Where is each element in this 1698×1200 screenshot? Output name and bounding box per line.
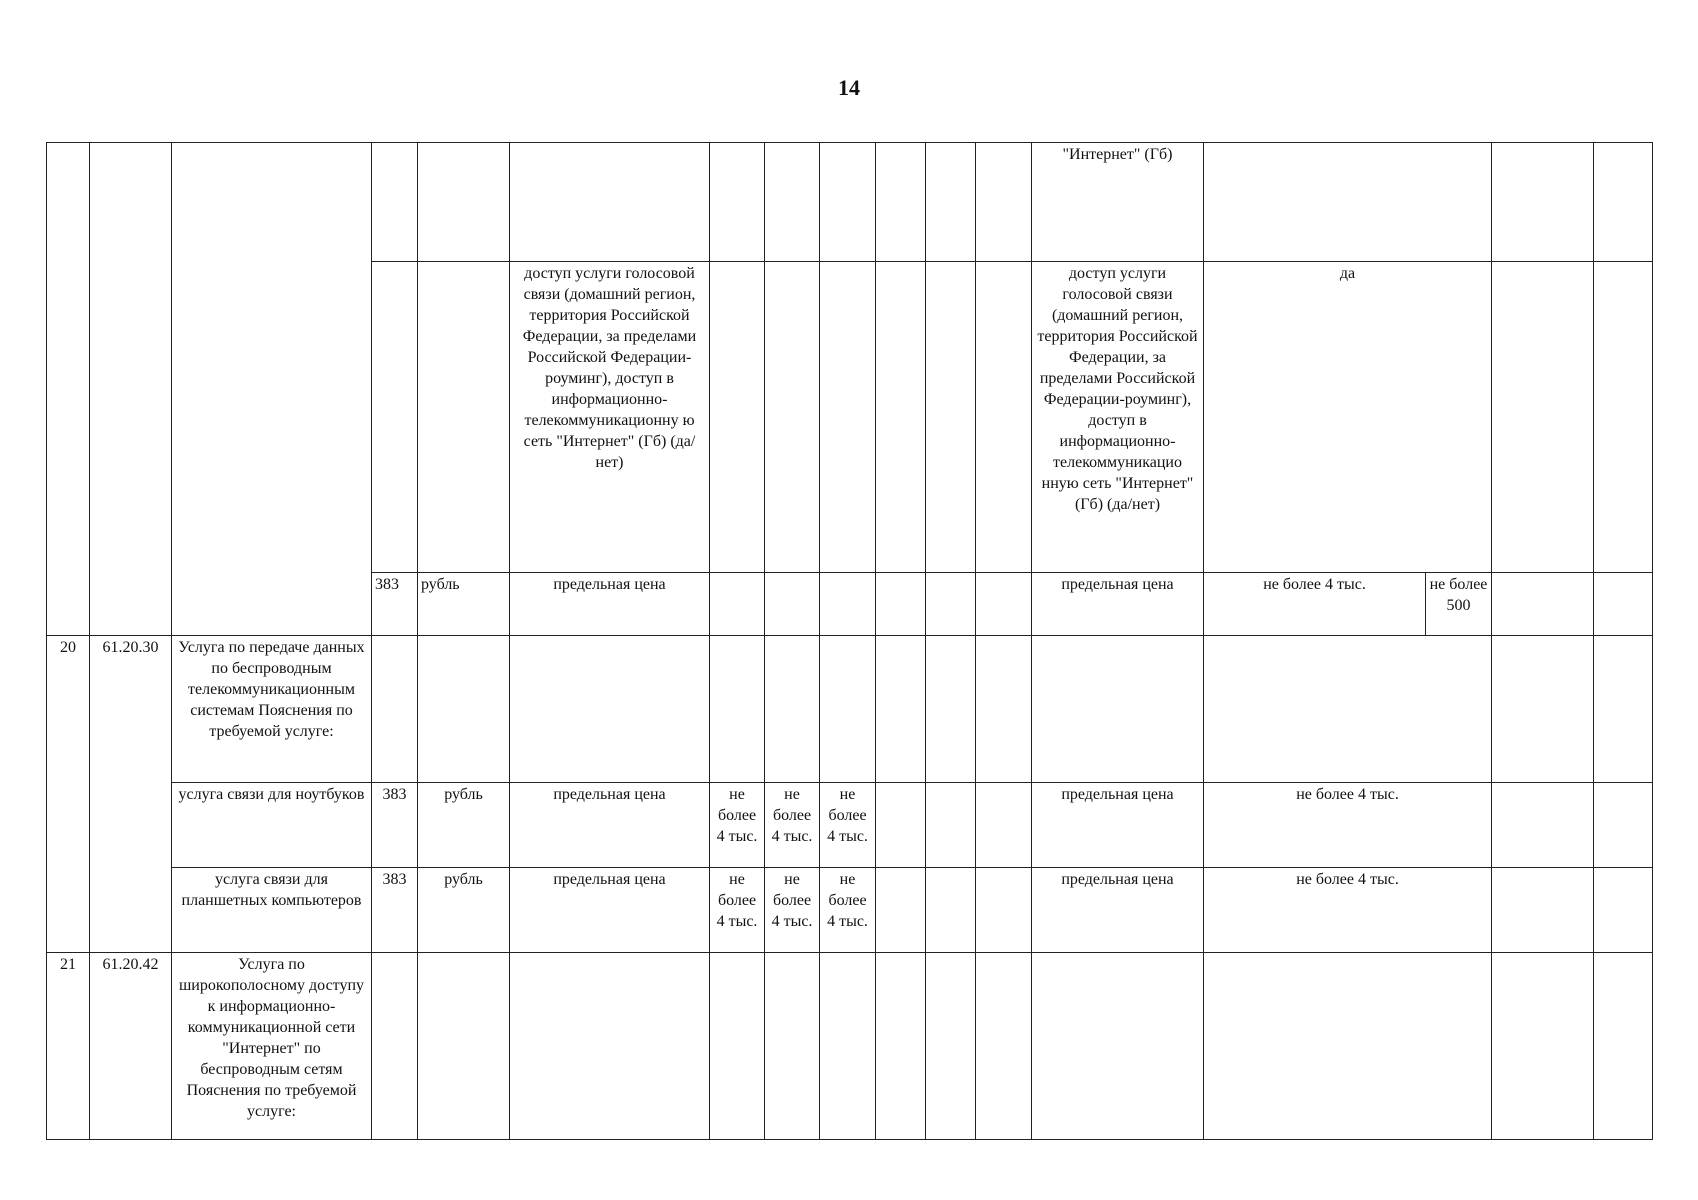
cell-value-4 bbox=[876, 143, 926, 262]
cell-function bbox=[1594, 636, 1653, 783]
cell-value-2 bbox=[765, 262, 820, 573]
cell-value-1: не более 4 тыс. bbox=[710, 783, 765, 868]
cell-value-right-2: не более 500 bbox=[1426, 573, 1492, 636]
cell-code: 383 bbox=[372, 868, 418, 953]
cell-code bbox=[372, 143, 418, 262]
cell-char-name-right bbox=[1032, 636, 1204, 783]
cell-value-2 bbox=[765, 636, 820, 783]
cell-justification bbox=[1492, 953, 1594, 1140]
cell-value-1 bbox=[710, 953, 765, 1140]
cell-justification bbox=[1492, 868, 1594, 953]
cell-char-name: предельная цена bbox=[510, 868, 710, 953]
cell-value-right: не более 4 тыс. bbox=[1204, 783, 1492, 868]
cell-code bbox=[372, 636, 418, 783]
cell-name: Услуга по передаче данных по беспроводным телекоммуникационным системам Пояснения по требуемой услуге: bbox=[172, 636, 372, 783]
page-number: 14 bbox=[838, 75, 860, 100]
cell-name: услуга связи для ноутбуков bbox=[172, 783, 372, 868]
cell-function bbox=[1594, 868, 1653, 953]
cell-unit: рубль bbox=[418, 868, 510, 953]
cell-value-5 bbox=[926, 143, 976, 262]
requirements-table bbox=[46, 142, 1653, 1140]
cell-value-5 bbox=[926, 573, 976, 636]
cell-function bbox=[1594, 143, 1653, 262]
cell-value-4 bbox=[876, 262, 926, 573]
cell-value-2: не более 4 тыс. bbox=[765, 783, 820, 868]
cell-value-5 bbox=[926, 636, 976, 783]
cell-value-2 bbox=[765, 143, 820, 262]
cell-value-6 bbox=[976, 953, 1032, 1140]
cell-value-3 bbox=[820, 143, 876, 262]
cell-value-6 bbox=[976, 636, 1032, 783]
cell-value-6 bbox=[976, 262, 1032, 573]
cell-value-6 bbox=[976, 143, 1032, 262]
cell-value-right: да bbox=[1204, 262, 1492, 573]
cell-value-5 bbox=[926, 953, 976, 1140]
cell-char-name: предельная цена bbox=[510, 573, 710, 636]
cell-value-3 bbox=[820, 573, 876, 636]
cell-value-1: не более 4 тыс. bbox=[710, 868, 765, 953]
cell-value-2 bbox=[765, 573, 820, 636]
cell-char-name bbox=[510, 636, 710, 783]
cell-value-2: не более 4 тыс. bbox=[765, 868, 820, 953]
cell-value-4 bbox=[876, 868, 926, 953]
cell-unit bbox=[418, 262, 510, 573]
cell-value-right bbox=[1204, 636, 1492, 783]
cell-okpd: 61.20.30 bbox=[90, 636, 172, 953]
cell-justification bbox=[1492, 143, 1594, 262]
cell-char-name-right: "Интернет" (Гб) bbox=[1032, 143, 1204, 262]
cell-value-1 bbox=[710, 262, 765, 573]
cell-value-6 bbox=[976, 783, 1032, 868]
table-row bbox=[47, 868, 1653, 953]
cell-justification bbox=[1492, 636, 1594, 783]
cell-unit: рубль bbox=[418, 573, 510, 636]
cell-char-name: доступ услуги голосовой связи (домашний регион, территория Российской Федерации, за пределами Российской Федерации-роуминг), доступ в информационно-телекоммуникационну ю сеть "Интернет" (Гб) (да/нет) bbox=[510, 262, 710, 573]
cell-value-4 bbox=[876, 573, 926, 636]
cell-code: 383 bbox=[372, 783, 418, 868]
cell-okpd bbox=[90, 143, 172, 636]
table-row bbox=[47, 783, 1653, 868]
cell-justification bbox=[1492, 783, 1594, 868]
cell-value-2 bbox=[765, 953, 820, 1140]
cell-value-1 bbox=[710, 143, 765, 262]
cell-value-5 bbox=[926, 262, 976, 573]
cell-num: 20 bbox=[47, 636, 90, 953]
cell-function bbox=[1594, 573, 1653, 636]
cell-value-3 bbox=[820, 953, 876, 1140]
cell-char-name-right bbox=[1032, 953, 1204, 1140]
cell-char-name-right: предельная цена bbox=[1032, 573, 1204, 636]
cell-char-name: предельная цена bbox=[510, 783, 710, 868]
cell-char-name-right: предельная цена bbox=[1032, 783, 1204, 868]
cell-justification bbox=[1492, 573, 1594, 636]
cell-char-name bbox=[510, 953, 710, 1140]
cell-value-3 bbox=[820, 636, 876, 783]
cell-value-right bbox=[1204, 143, 1492, 262]
cell-value-1 bbox=[710, 573, 765, 636]
cell-function bbox=[1594, 783, 1653, 868]
cell-name: услуга связи для планшетных компьютеров bbox=[172, 868, 372, 953]
cell-unit bbox=[418, 143, 510, 262]
cell-unit: рубль bbox=[418, 783, 510, 868]
cell-code bbox=[372, 953, 418, 1140]
cell-function bbox=[1594, 953, 1653, 1140]
cell-value-3: не более 4 тыс. bbox=[820, 783, 876, 868]
cell-okpd: 61.20.42 bbox=[90, 953, 172, 1140]
cell-value-5 bbox=[926, 783, 976, 868]
cell-value-3 bbox=[820, 262, 876, 573]
cell-value-3: не более 4 тыс. bbox=[820, 868, 876, 953]
cell-value-5 bbox=[926, 868, 976, 953]
cell-value-6 bbox=[976, 868, 1032, 953]
cell-value-right: не более 4 тыс. bbox=[1204, 573, 1426, 636]
cell-char-name-right: предельная цена bbox=[1032, 868, 1204, 953]
cell-code: 383 bbox=[372, 573, 418, 636]
cell-name bbox=[172, 143, 372, 636]
cell-value-1 bbox=[710, 636, 765, 783]
cell-value-right bbox=[1204, 953, 1492, 1140]
cell-num bbox=[47, 143, 90, 636]
cell-unit bbox=[418, 636, 510, 783]
cell-char-name-right: доступ услуги голосовой связи (домашний регион, территория Российской Федерации, за пределами Российской Федерации-роуминг), доступ в информационно-телекоммуникацио нную сеть "Интернет" (Гб) (да/нет) bbox=[1032, 262, 1204, 573]
cell-function bbox=[1594, 262, 1653, 573]
cell-name: Услуга по широкополосному доступу к информационно-коммуникационной сети "Интернет" по беспроводным сетям Пояснения по требуемой услуге: bbox=[172, 953, 372, 1140]
cell-value-4 bbox=[876, 783, 926, 868]
cell-char-name bbox=[510, 143, 710, 262]
cell-value-4 bbox=[876, 636, 926, 783]
cell-code bbox=[372, 262, 418, 573]
cell-value-6 bbox=[976, 573, 1032, 636]
cell-unit bbox=[418, 953, 510, 1140]
table-row bbox=[47, 143, 1653, 262]
cell-value-right: не более 4 тыс. bbox=[1204, 868, 1492, 953]
table-row bbox=[47, 953, 1653, 1140]
cell-value-4 bbox=[876, 953, 926, 1140]
table-row bbox=[47, 636, 1653, 783]
cell-justification bbox=[1492, 262, 1594, 573]
cell-num: 21 bbox=[47, 953, 90, 1140]
